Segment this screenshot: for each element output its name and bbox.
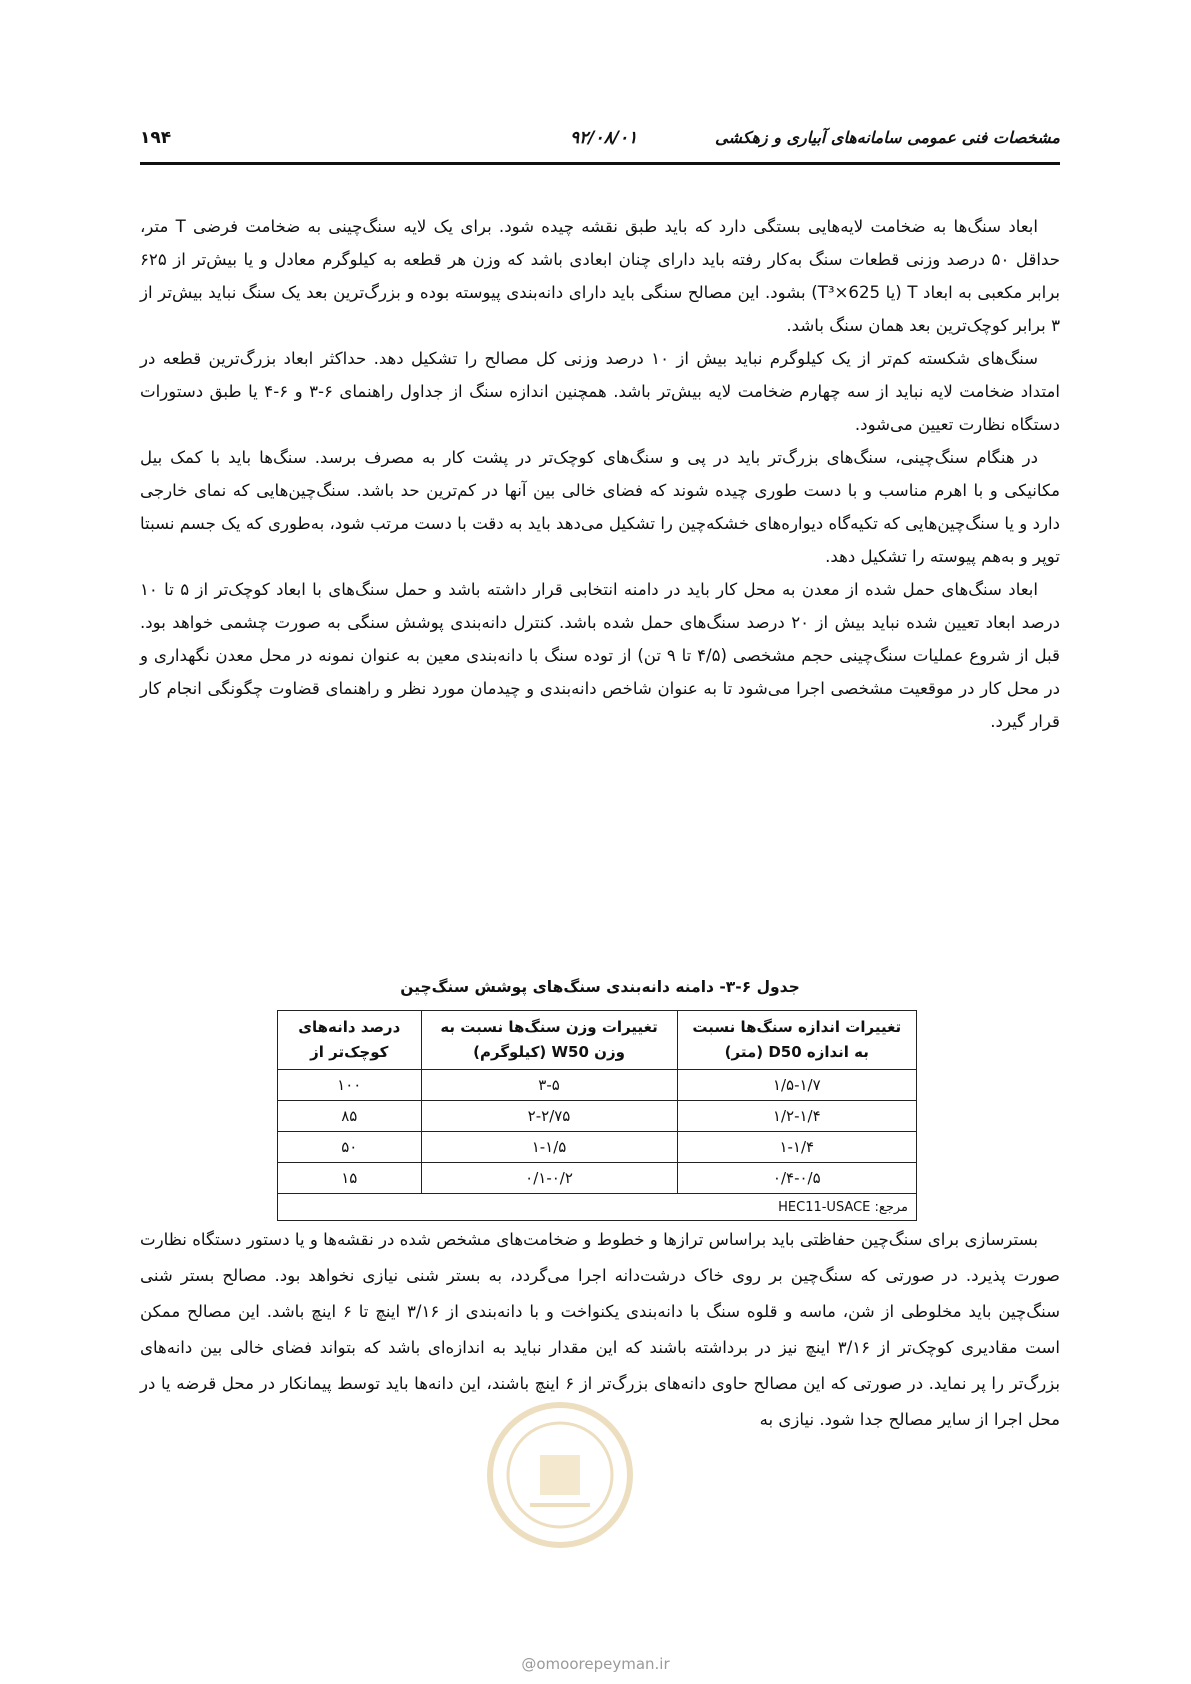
table-header-row	[278, 1011, 917, 1070]
col-header-percent: درصد دانه‌های کوچک‌تر از	[278, 1011, 422, 1070]
footer-url: @omoorepeyman.ir	[521, 1655, 670, 1673]
table-row	[278, 1070, 917, 1101]
table-reference-row	[278, 1194, 917, 1221]
table-cell: ۱-۱/۵	[421, 1132, 677, 1163]
table-cell: ۵۰	[278, 1132, 422, 1163]
col-header-weight: تغییرات وزن سنگ‌ها نسبت به وزن W50 (کیلوگرم)	[421, 1011, 677, 1070]
paragraph: در هنگام سنگ‌چینی، سنگ‌های بزرگ‌تر باید در پی و سنگ‌های کوچک‌تر در پشت کار به مصرف برسد. سنگ‌ها باید با کمک بیل مکانیکی و با اهرم مناسب و با دست طوری چیده شوند که فضای خالی بین آنها در کم‌ترین حد باشد. سنگ‌چین‌هایی که نمای خارجی دارد و یا سنگ‌چین‌هایی که تکیه‌گاه دیواره‌های خشکه‌چین را تشکیل می‌دهد باید به دقت با دست مرتب شود، به‌طوری که یک جسم نسبتا توپر و به‌هم پیوسته را تشکیل دهد.	[140, 448, 1060, 566]
table-cell: ۸۵	[278, 1101, 422, 1132]
table-cell: ۱۵	[278, 1163, 422, 1194]
page-header	[140, 128, 1060, 162]
header-title: مشخصات فنی عمومی سامانه‌های آبیاری و زهکشی	[715, 128, 1060, 147]
table-cell: ۳-۵	[421, 1070, 677, 1101]
table-row	[278, 1101, 917, 1132]
table-caption: جدول ۶-۳- دامنه دانه‌بندی سنگ‌های پوشش سنگ‌چین	[400, 978, 800, 996]
table-cell: ۰/۱-۰/۲	[421, 1163, 677, 1194]
paragraph: بسترسازی برای سنگ‌چین حفاظتی باید براساس ترازها و خطوط و ضخامت‌های مشخص شده در نقشه‌ها و یا دستور دستگاه نظارت صورت پذیرد. در صورتی که سنگ‌چین بر روی خاک درشت‌دانه اجرا می‌گردد، به بستر شنی نیازی نخواهد بود. مصالح بستر شنی سنگ‌چین باید مخلوطی از شن، ماسه و قلوه سنگ با دانه‌بندی یکنواخت و با دانه‌بندی از ۳/۱۶ اینچ تا ۶ اینچ باشد. این مصالح ممکن است مقادیری کوچک‌تر از ۳/۱۶ اینچ نیز در برداشته باشند که این مقدار نباید به اندازه‌ای باشد که بتواند فضای خالی بین دانه‌های بزرگ‌تر را پر نماید. در صورتی که این مصالح حاوی دانه‌های بزرگ‌تر از ۶ اینچ باشند، این دانه‌ها باید توسط پیمانکار در محل قرضه یا در محل اجرا از سایر مصالح جدا شود. نیازی به	[140, 1230, 1060, 1429]
col-header-size: تغییرات اندازه سنگ‌ها نسبت به اندازه D50 (متر)	[677, 1011, 916, 1070]
table-row	[278, 1163, 917, 1194]
paragraph: سنگ‌های شکسته کم‌تر از یک کیلوگرم نباید بیش از ۱۰ درصد وزنی کل مصالح را تشکیل دهد. حداکثر ابعاد بزرگ‌ترین قطعه در امتداد ضخامت لایه نباید از سه چهارم ضخامت لایه بیش‌تر باشد. همچنین اندازه سنگ از جداول راهنمای ۶-۳ و ۶-۴ یا طبق دستورات دستگاه نظارت تعیین می‌شود.	[140, 349, 1060, 434]
page-number: ۱۹۴	[140, 128, 172, 148]
gradation-table	[277, 1010, 917, 1221]
table-reference: مرجع: HEC11-USACE	[278, 1194, 917, 1221]
table-row	[278, 1132, 917, 1163]
watermark-seal-icon	[470, 1390, 650, 1560]
header-date: ۹۲/۰۸/۰۱	[570, 128, 638, 148]
table-cell: ۲-۲/۷۵	[421, 1101, 677, 1132]
table-cell: ۱/۲-۱/۴	[677, 1101, 916, 1132]
body-text	[140, 210, 1060, 738]
table-cell: ۱/۵-۱/۷	[677, 1070, 916, 1101]
table-cell: ۱۰۰	[278, 1070, 422, 1101]
header-rule	[140, 162, 1060, 165]
paragraph: ابعاد سنگ‌ها به ضخامت لایه‌هایی بستگی دارد که باید طبق نقشه چیده شود. برای یک لایه سنگ‌چینی به ضخامت فرضی T متر، حداقل ۵۰ درصد وزنی قطعات سنگ به‌کار رفته باید دارای چنان ابعادی باشد که وزن هر قطعه به کیلوگرم معادل و یا بیش‌تر از ۶۲۵ برابر مکعبی به ابعاد T (یا 625×T³) بشود. این مصالح سنگی باید دارای دانه‌بندی پیوسته بوده و بزرگ‌ترین بعد یک سنگ نباید بیش‌تر از ۳ برابر کوچک‌ترین بعد همان سنگ باشد.	[140, 217, 1060, 335]
table-cell: ۱-۱/۴	[677, 1132, 916, 1163]
paragraph: ابعاد سنگ‌های حمل شده از معدن به محل کار باید در دامنه انتخابی قرار داشته باشد و حمل سنگ‌های با ابعاد کوچک‌تر از ۵ تا ۱۰ درصد ابعاد تعیین شده نباید بیش از ۲۰ درصد سنگ‌های حمل شده باشد. کنترل دانه‌بندی پوشش سنگی به صورت چشمی خواهد بود. قبل از شروع عملیات سنگ‌چینی حجم مشخصی (۴/۵ تا ۹ تن) از توده سنگ با دانه‌بندی معین به عنوان نمونه در محل معدن نگهداری و در محل کار در موقعیت مشخصی اجرا می‌شود تا به عنوان شاخص دانه‌بندی و چیدمان مورد نظر و راهنمای قضاوت چگونگی انجام کار قرار گیرد.	[140, 580, 1060, 731]
table-cell: ۰/۴-۰/۵	[677, 1163, 916, 1194]
